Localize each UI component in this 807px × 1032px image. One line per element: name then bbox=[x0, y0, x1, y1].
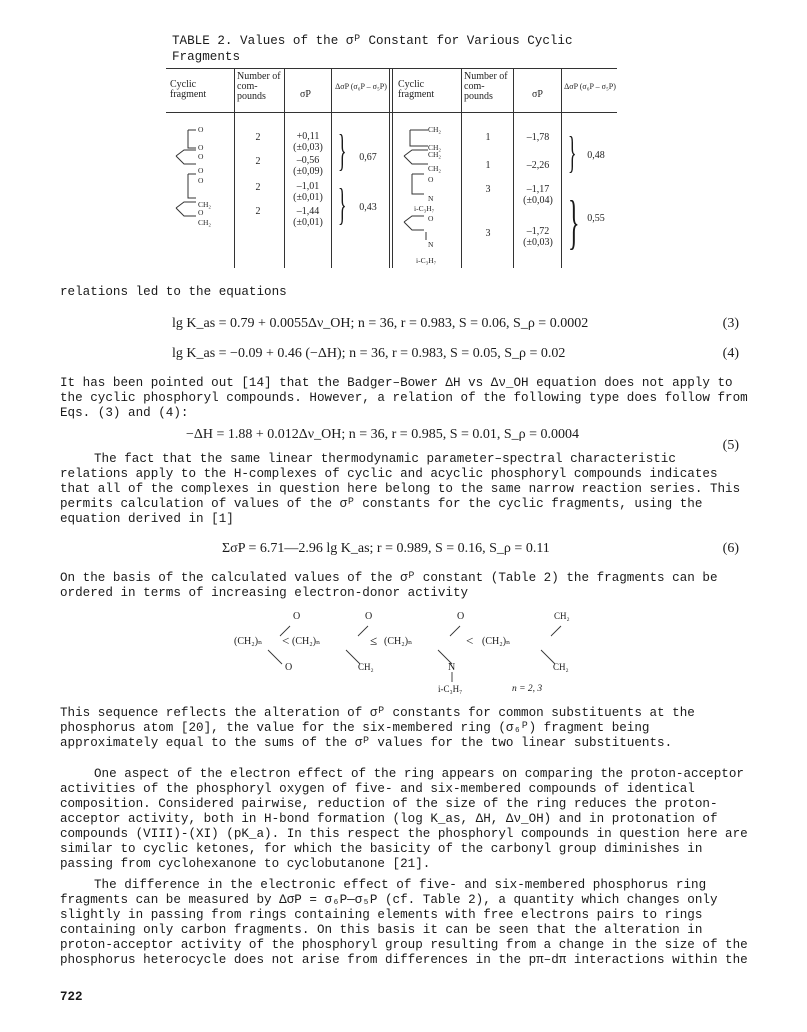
right-count: 3 bbox=[485, 184, 491, 195]
scheme-ring: (CH₂)ₙ bbox=[234, 636, 263, 647]
scheme-ring: (CH₂)ₙ bbox=[292, 636, 321, 647]
left-sigma-error: (±0,03) bbox=[293, 142, 323, 153]
sigma-constant-table bbox=[166, 68, 617, 268]
scheme-relation: < bbox=[466, 633, 474, 648]
header-delta-sigma-p-2: ΔσP (σ₆P – σ₅P) bbox=[564, 82, 616, 91]
table-col-divider bbox=[513, 68, 514, 268]
right-sigma: –1,17 bbox=[526, 184, 550, 195]
fragment-label: O bbox=[428, 175, 434, 184]
left-sigma: –0,56 bbox=[296, 155, 320, 166]
right-delta: 0,55 bbox=[587, 213, 605, 224]
scheme-ring: (CH₂)ₙ bbox=[384, 636, 413, 647]
equation-4: lg K_as = −0.09 + 0.46 (−ΔH); n = 36, r = 0.983, S = 0.05, S_ρ = 0.02 bbox=[172, 346, 566, 361]
fragment-label: i-C₃H₇ bbox=[414, 204, 435, 213]
left-fragment-structures bbox=[166, 118, 232, 268]
scheme-group: CH₂ bbox=[553, 662, 569, 672]
header-delta-sigma-p: ΔσP (σ₆P – σ₅P) bbox=[335, 82, 387, 91]
table-col-divider bbox=[561, 68, 562, 268]
scheme-ring: (CH₂)ₙ bbox=[482, 636, 511, 647]
fragment-label: O bbox=[198, 166, 204, 175]
scheme-atom: O bbox=[365, 611, 373, 622]
left-count: 2 bbox=[255, 132, 261, 143]
fragment-label: N bbox=[428, 240, 434, 249]
right-sigma: –1,78 bbox=[526, 132, 550, 143]
table-col-divider bbox=[461, 68, 462, 268]
left-sigma-error: (±0,01) bbox=[293, 217, 323, 228]
header-sigma-p-2: σP bbox=[532, 89, 543, 100]
left-sigma: –1,01 bbox=[296, 181, 320, 192]
fragment-label: O bbox=[198, 125, 204, 134]
right-delta: 0,48 bbox=[587, 150, 605, 161]
equation-6-number: (6) bbox=[722, 541, 739, 556]
scheme-relation: < bbox=[282, 633, 290, 648]
right-sigma: –1,72 bbox=[526, 226, 550, 237]
scheme-group: CH₂ bbox=[554, 611, 570, 621]
fragment-label: CH₂ bbox=[428, 164, 442, 173]
paragraph-linear-relations: The fact that the same linear thermodynamic parameter–spectral characteristic relations apply to the H-complexes of cyclic and acyclic phosphoryl compounds indicates that all of the complexes in question here belong to the same narrow reaction series. This permits calculation of values of the σᴾ constants for the cyclic fragments, using the equation derived in [1] bbox=[60, 452, 741, 526]
fragment-label: CH₂ bbox=[428, 143, 442, 152]
paragraph-proton-acceptor: One aspect of the electron effect of the ring appears on comparing the proton-acceptor activities of the phosphoryl oxygen of five- and six-membered compounds of identical composition. Considered pairwise, reduction of the size of the ring reduces the proton-acceptor activity, both in H-bond formation (log K_as, ΔH, Δν_OH) and in protonation of compounds (VIII)-(XI) (pK_a). In this respect the phosphoryl compounds in question here are similar to cyclic ketones, for which the basicity of the carbonyl group diminishes in passing from cyclohexanone to cyclobutanone [21]. bbox=[60, 767, 748, 871]
left-count: 2 bbox=[255, 206, 261, 217]
fragment-label: O bbox=[428, 214, 434, 223]
scheme-atom: O bbox=[285, 662, 293, 673]
equation-5-number: (5) bbox=[722, 438, 739, 453]
fragment-label: N bbox=[428, 194, 434, 203]
scheme-atom: O bbox=[457, 611, 465, 622]
paragraph-ordering: On the basis of the calculated values of the σᴾ constant (Table 2) the fragments can be ordered in terms of increasing electron-donor activity bbox=[60, 571, 718, 600]
scheme-group: CH₂ bbox=[358, 662, 374, 672]
fragment-label: O bbox=[198, 152, 204, 161]
right-sigma-error: (±0,03) bbox=[523, 237, 553, 248]
header-number-of-compounds: Number of com- pounds bbox=[237, 71, 281, 102]
intro-line: relations led to the equations bbox=[60, 285, 287, 299]
table-col-divider bbox=[331, 68, 332, 268]
fragment-label: O bbox=[198, 143, 204, 152]
right-fragment-structures bbox=[394, 118, 460, 268]
page-number: 722 bbox=[60, 990, 83, 1004]
scheme-n-note: n = 2, 3 bbox=[512, 684, 543, 694]
table-caption-line2: Fragments bbox=[172, 50, 241, 64]
table-col-divider bbox=[389, 68, 390, 268]
fragment-label: i-C₃H₇ bbox=[416, 256, 437, 265]
brace-glyph: } bbox=[338, 180, 347, 229]
equation-6: ΣσP = 6.71—2.96 lg K_as; r = 0.989, S = 0.16, S_ρ = 0.11 bbox=[222, 541, 550, 556]
table-col-divider bbox=[392, 68, 393, 268]
equation-5: −ΔH = 1.88 + 0.012Δν_OH; n = 36, r = 0.985, S = 0.01, S_ρ = 0.0004 bbox=[186, 427, 580, 442]
scheme-bonds bbox=[230, 618, 610, 688]
right-count: 3 bbox=[485, 228, 491, 239]
equation-3-number: (3) bbox=[722, 316, 739, 331]
left-delta: 0,43 bbox=[359, 202, 377, 213]
right-sigma-error: (±0,04) bbox=[523, 195, 553, 206]
scheme-relation: ≤ bbox=[370, 633, 378, 648]
equation-3: lg K_as = 0.79 + 0.0055Δν_OH; n = 36, r = 0.983, S = 0.06, S_ρ = 0.0002 bbox=[172, 316, 589, 331]
brace-glyph: } bbox=[338, 126, 347, 175]
paragraph-electronic-effect: The difference in the electronic effect of five- and six-membered phosphorus ring fragments can be measured by ΔσP = σ₆P—σ₅P (cf. Table 2), a quantity which changes only slightly in passing from rings containing elements with free electrons pairs to rings containing only carbon fragments. On this basis it can be seen that the alteration in proton-acceptor activity of the phosphoryl group resulting from a change in the size of the phosphorus heterocycle does not arise from differences in the pπ–dπ interactions within the bbox=[60, 878, 748, 967]
paragraph-badger-bower: It has been pointed out [14] that the Badger–Bower ΔH vs Δν_OH equation does not apply to the cyclic phosphoryl compounds. However, a relation of the following type does follow from Eqs. (3) and (4): bbox=[60, 376, 748, 420]
fragment-label: CH₂ bbox=[198, 200, 212, 209]
fragment-label: CH₂ bbox=[198, 218, 212, 227]
left-delta: 0,67 bbox=[359, 152, 377, 163]
fragment-label: O bbox=[198, 176, 204, 185]
fragment-label: O bbox=[198, 208, 204, 217]
right-sigma: –2,26 bbox=[526, 160, 550, 171]
left-sigma-error: (±0,09) bbox=[293, 166, 323, 177]
paragraph-sequence: This sequence reflects the alteration of σᴾ constants for common substituents at the phosphorus atom [20], the value for the six-membered ring (σ₆ᴾ) fragment being approximately equal to the sums of the σᴾ values for the two linear substituents. bbox=[60, 706, 695, 750]
fragment-label: CH₂ bbox=[428, 150, 442, 159]
right-count: 1 bbox=[485, 160, 491, 171]
left-count: 2 bbox=[255, 182, 261, 193]
left-sigma: –1,44 bbox=[296, 206, 320, 217]
scheme-atom: N bbox=[448, 662, 456, 673]
fragment-label: CH₂ bbox=[428, 125, 442, 134]
right-count: 1 bbox=[485, 132, 491, 143]
table-col-divider bbox=[284, 68, 285, 268]
header-number-of-compounds-2: Number of com- pounds bbox=[464, 71, 508, 102]
header-sigma-p: σP bbox=[300, 89, 311, 100]
scheme-atom: O bbox=[293, 611, 301, 622]
table-col-divider bbox=[234, 68, 235, 268]
header-cyclic-fragment-2: Cyclic fragment bbox=[398, 79, 435, 100]
brace-glyph: } bbox=[568, 189, 580, 255]
table-caption-line1: TABLE 2. Values of the σᴾ Constant for Various Cyclic bbox=[172, 34, 573, 48]
left-sigma: +0,11 bbox=[296, 131, 320, 142]
header-cyclic-fragment: Cyclic fragment bbox=[170, 79, 207, 100]
left-count: 2 bbox=[255, 156, 261, 167]
equation-4-number: (4) bbox=[722, 346, 739, 361]
left-sigma-error: (±0,01) bbox=[293, 192, 323, 203]
scheme-group: i-C₃H₇ bbox=[438, 684, 463, 694]
brace-glyph: } bbox=[568, 128, 577, 177]
